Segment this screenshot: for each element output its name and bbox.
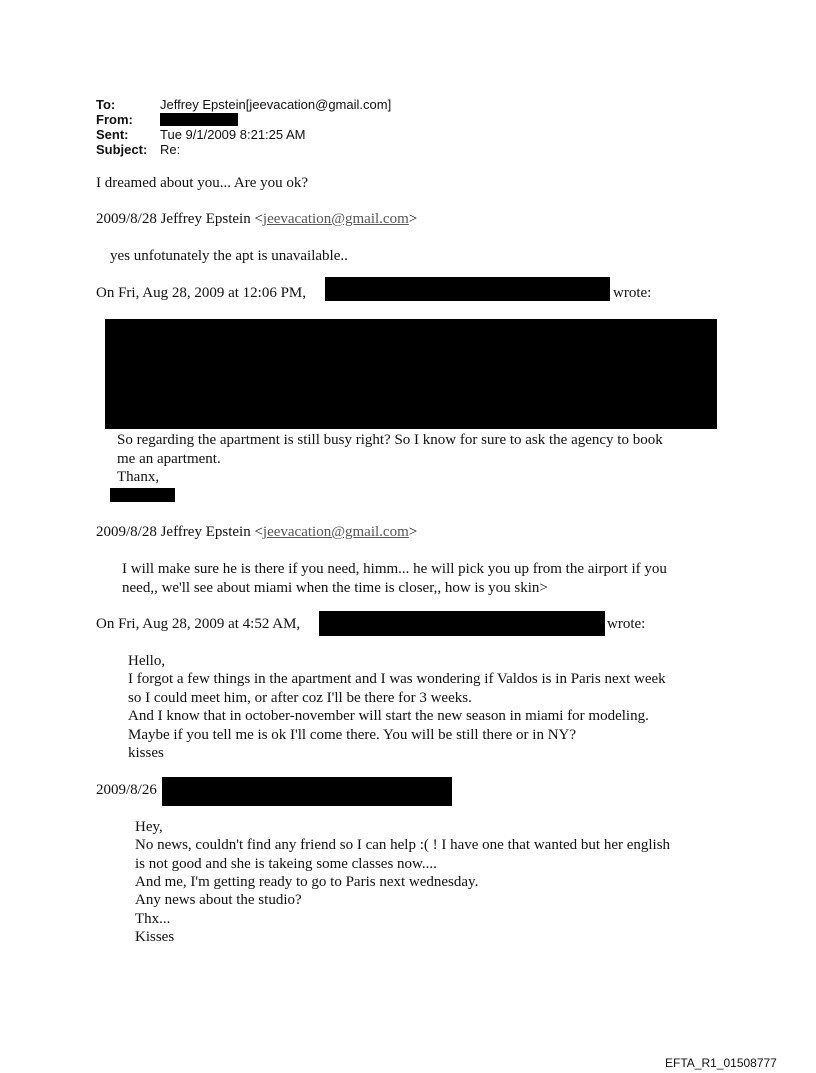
quote2-line-1: I will make sure he is there if you need, himm... he will pick you up from the airport if you bbox=[122, 561, 667, 577]
wrote1-prefix: On Fri, Aug 28, 2009 at 12:06 PM, bbox=[96, 285, 307, 301]
msg3-line-7: Kisses bbox=[135, 929, 175, 945]
msg3-line-6: Thx... bbox=[135, 911, 171, 927]
wrote2-prefix: On Fri, Aug 28, 2009 at 4:52 AM, bbox=[96, 616, 301, 632]
document-id: EFTA_R1_01508777 bbox=[665, 1056, 777, 1070]
msg3-date: 2009/8/26 bbox=[96, 782, 157, 798]
subject-value: Re: bbox=[160, 142, 181, 157]
redaction-signature bbox=[110, 488, 175, 502]
redaction-sender1 bbox=[325, 277, 610, 301]
msg3-line-3: is not good and she is takeing some classes now.... bbox=[135, 856, 437, 872]
quote1-text: yes unfotunately the apt is unavailable.. bbox=[110, 248, 348, 264]
quote1-email-link[interactable]: jeevacation@gmail.com bbox=[262, 211, 409, 227]
quote2-prefix: 2009/8/28 Jeffrey Epstein < bbox=[96, 524, 263, 540]
quote1-attribution bbox=[96, 210, 417, 228]
msg1-line-1: So regarding the apartment is still busy right? So I know for sure to ask the agency to book bbox=[117, 432, 663, 448]
quote1-prefix: 2009/8/28 Jeffrey Epstein < bbox=[96, 211, 263, 227]
msg2-line-3: so I could meet him, or after coz I'll be there for 3 weeks. bbox=[128, 690, 472, 706]
msg2-line-2: I forgot a few things in the apartment and I was wondering if Valdos is in Paris next week bbox=[128, 671, 666, 687]
quote2-suffix: > bbox=[408, 524, 418, 540]
subject-label: Subject: bbox=[96, 142, 148, 157]
msg3-line-4: And me, I'm getting ready to go to Paris next wednesday. bbox=[135, 874, 479, 890]
msg1-line-2: me an apartment. bbox=[117, 451, 221, 467]
redaction-sender2 bbox=[319, 611, 605, 636]
wrote1-suffix: wrote: bbox=[613, 285, 652, 301]
wrote2-suffix: wrote: bbox=[607, 616, 646, 632]
msg2-line-6: kisses bbox=[128, 745, 164, 761]
msg3-line-1: Hey, bbox=[135, 819, 163, 835]
msg2-line-4: And I know that in october-november will start the new season in miami for modeling. bbox=[128, 708, 649, 724]
quote2-attribution bbox=[96, 523, 417, 541]
msg3-line-2: No news, couldn't find any friend so I can help :( ! I have one that wanted but her english bbox=[135, 837, 671, 853]
body-line-dream: I dreamed about you... Are you ok? bbox=[96, 175, 309, 191]
quote1-suffix: > bbox=[408, 211, 418, 227]
msg1-line-3: Thanx, bbox=[117, 469, 160, 485]
msg2-line-1: Hello, bbox=[128, 653, 166, 669]
to-label: To: bbox=[96, 97, 116, 112]
redaction-message-block bbox=[105, 319, 717, 429]
to-value: Jeffrey Epstein[jeevacation@gmail.com] bbox=[160, 97, 392, 112]
sent-label: Sent: bbox=[96, 127, 129, 142]
msg2-line-5: Maybe if you tell me is ok I'll come there. You will be still there or in NY? bbox=[128, 727, 577, 743]
sent-value: Tue 9/1/2009 8:21:25 AM bbox=[160, 127, 306, 142]
msg3-line-5: Any news about the studio? bbox=[135, 892, 302, 908]
redaction-from bbox=[160, 113, 238, 126]
from-label: From: bbox=[96, 112, 133, 127]
quote2-email-link[interactable]: jeevacation@gmail.com bbox=[262, 524, 409, 540]
redaction-sender3 bbox=[162, 777, 452, 806]
quote2-line-2: need,, we'll see about miami when the time is closer,, how is you skin> bbox=[122, 580, 548, 596]
